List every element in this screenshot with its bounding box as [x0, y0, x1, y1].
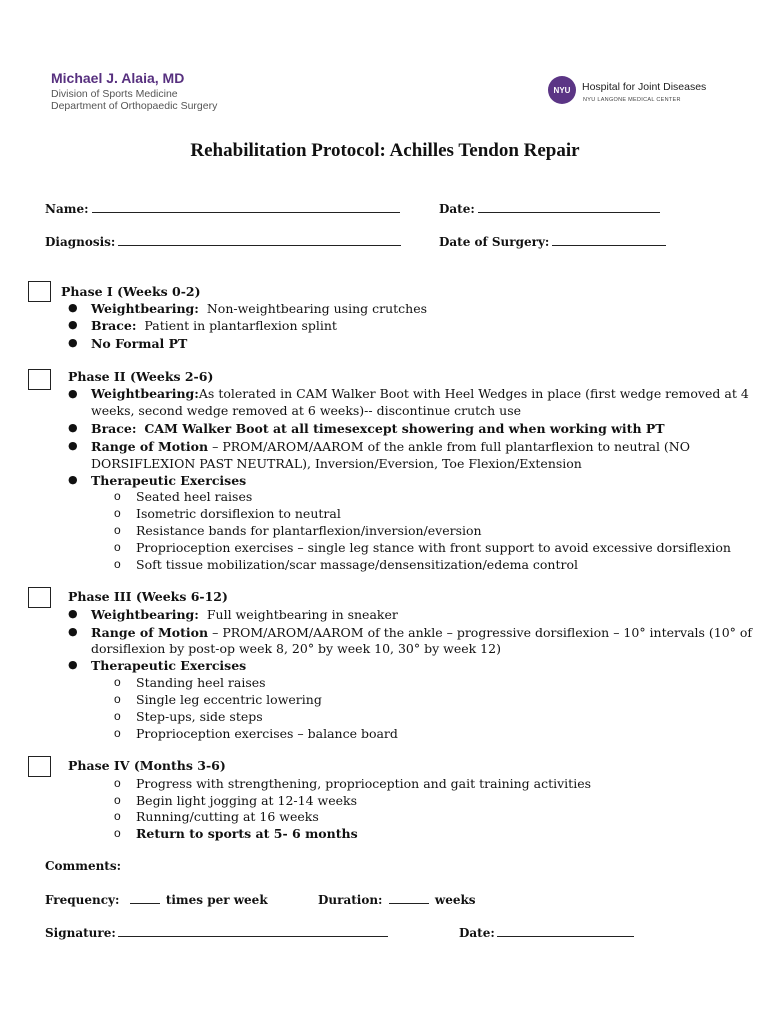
phase3-exercise-item: Standing heel raises	[136, 675, 266, 690]
phase3-title: Phase III (Weeks 6-12)	[68, 589, 228, 604]
duration-line[interactable]	[389, 893, 429, 904]
footer-date-field[interactable]	[459, 926, 636, 940]
signature-label: Signature:	[45, 926, 116, 940]
date-field[interactable]	[439, 202, 660, 216]
bullet-icon: ●	[68, 607, 78, 620]
doctor-name: Michael J. Alaia, MD	[51, 70, 185, 86]
circle-bullet-icon: o	[114, 540, 121, 554]
duration-unit: weeks	[434, 893, 476, 907]
duration-field[interactable]	[318, 893, 476, 907]
circle-bullet-icon: o	[114, 793, 121, 807]
phase1-weightbearing: Weightbearing: Non-weightbearing using crutches	[91, 301, 428, 316]
bullet-icon: ●	[68, 439, 78, 452]
bullet-icon: ●	[68, 421, 78, 434]
phase4-item-bold: Return to sports at 5- 6 months	[136, 826, 358, 841]
name-label: Name:	[45, 202, 89, 216]
circle-bullet-icon: o	[114, 692, 121, 706]
diagnosis-line[interactable]	[118, 235, 401, 246]
circle-bullet-icon: o	[114, 809, 121, 823]
phase3-exercise-item: Step-ups, side steps	[136, 709, 263, 724]
date-line[interactable]	[478, 202, 660, 213]
phase3-rom-cont: dorsiflexion by post-op week 8, 20° by week 10, 30° by week 12)	[91, 641, 501, 656]
bullet-icon: ●	[68, 301, 78, 314]
signature-field[interactable]	[45, 926, 390, 940]
circle-bullet-icon: o	[114, 675, 121, 689]
phase1-checkbox[interactable]	[28, 281, 51, 302]
phase3-rom: Range of Motion – PROM/AROM/AAROM of the ankle – progressive dorsiflexion – 10° intervals (10° of	[91, 625, 753, 640]
date-label: Date:	[439, 202, 475, 216]
name-line[interactable]	[92, 202, 400, 213]
phase3-checkbox[interactable]	[28, 587, 51, 608]
circle-bullet-icon: o	[114, 506, 121, 520]
phase2-rom-cont: DORSIFLEXION PAST NEUTRAL), Inversion/Eversion, Toe Flexion/Extension	[91, 456, 582, 471]
phase2-brace: Brace: CAM Walker Boot at all timesexcept showering and when working with PT	[91, 421, 665, 436]
surgery-date-label: Date of Surgery:	[439, 235, 550, 249]
phase2-exercises-label: Therapeutic Exercises	[91, 473, 247, 488]
phase4-item: Begin light jogging at 12-14 weeks	[136, 793, 358, 808]
phase3-exercise-item: Single leg eccentric lowering	[136, 692, 322, 707]
department-text: Department of Orthopaedic Surgery	[51, 100, 218, 112]
bullet-icon: ●	[68, 473, 78, 486]
phase4-title: Phase IV (Months 3-6)	[68, 758, 226, 773]
bullet-icon: ●	[68, 387, 78, 400]
phase2-exercise-item: Proprioception exercises – single leg stance with front support to avoid excessive dorsiflexion	[136, 540, 731, 555]
bullet-icon: ●	[68, 336, 78, 349]
bullet-icon: ●	[68, 318, 78, 331]
phase3-weightbearing: Weightbearing: Full weightbearing in sneaker	[91, 607, 398, 622]
phase1-pt: No Formal PT	[91, 336, 188, 351]
nyu-logo-icon: NYU	[548, 76, 576, 104]
circle-bullet-icon: o	[114, 523, 121, 537]
bullet-icon: ●	[68, 625, 78, 638]
document-title: Rehabilitation Protocol: Achilles Tendon Repair	[190, 140, 580, 161]
frequency-field[interactable]	[45, 893, 268, 907]
phase2-rom: Range of Motion – PROM/AROM/AAROM of the ankle from full plantarflexion to neutral (NO	[91, 439, 690, 454]
comments-label: Comments:	[45, 859, 122, 873]
duration-label: Duration:	[318, 893, 383, 907]
footer-date-label: Date:	[459, 926, 495, 940]
phase1-title: Phase I (Weeks 0-2)	[61, 284, 201, 299]
frequency-unit: times per week	[165, 893, 268, 907]
phase4-checkbox[interactable]	[28, 756, 51, 777]
phase2-exercise-item: Isometric dorsiflexion to neutral	[136, 506, 341, 521]
name-field[interactable]	[45, 202, 400, 216]
phase2-exercise-item: Resistance bands for plantarflexion/inversion/eversion	[136, 523, 482, 538]
circle-bullet-icon: o	[114, 557, 121, 571]
hospital-name: Hospital for Joint Diseases	[582, 81, 707, 93]
circle-bullet-icon: o	[114, 776, 121, 790]
phase2-weightbearing-cont: weeks, second wedge removed at 6 weeks)-- discontinue crutch use	[91, 403, 522, 418]
phase4-item: Running/cutting at 16 weeks	[136, 809, 319, 824]
division-text: Division of Sports Medicine	[51, 88, 178, 100]
frequency-label: Frequency:	[45, 893, 120, 907]
circle-bullet-icon: o	[114, 726, 121, 740]
frequency-line[interactable]	[130, 893, 160, 904]
phase1-brace: Brace: Patient in plantarflexion splint	[91, 318, 337, 333]
circle-bullet-icon: o	[114, 489, 121, 503]
diagnosis-field[interactable]	[45, 235, 401, 249]
phase2-exercise-item: Soft tissue mobilization/scar massage/densensitization/edema control	[136, 557, 578, 572]
phase2-weightbearing: Weightbearing:As tolerated in CAM Walker Boot with Heel Wedges in place (first wedge removed at 4	[91, 386, 749, 401]
circle-bullet-icon: o	[114, 709, 121, 723]
hospital-subtitle: NYU LANGONE MEDICAL CENTER	[583, 97, 681, 103]
phase3-exercise-item: Proprioception exercises – balance board	[136, 726, 398, 741]
phase2-title: Phase II (Weeks 2-6)	[68, 369, 214, 384]
phase2-checkbox[interactable]	[28, 369, 51, 390]
circle-bullet-icon: o	[114, 826, 121, 840]
phase4-item: Progress with strengthening, proprioception and gait training activities	[136, 776, 592, 791]
surgery-date-line[interactable]	[552, 235, 666, 246]
footer-date-line[interactable]	[497, 926, 634, 937]
diagnosis-label: Diagnosis:	[45, 235, 116, 249]
surgery-date-field[interactable]	[439, 235, 666, 249]
phase3-exercises-label: Therapeutic Exercises	[91, 658, 247, 673]
phase2-exercise-item: Seated heel raises	[136, 489, 253, 504]
signature-line[interactable]	[118, 926, 388, 937]
bullet-icon: ●	[68, 658, 78, 671]
